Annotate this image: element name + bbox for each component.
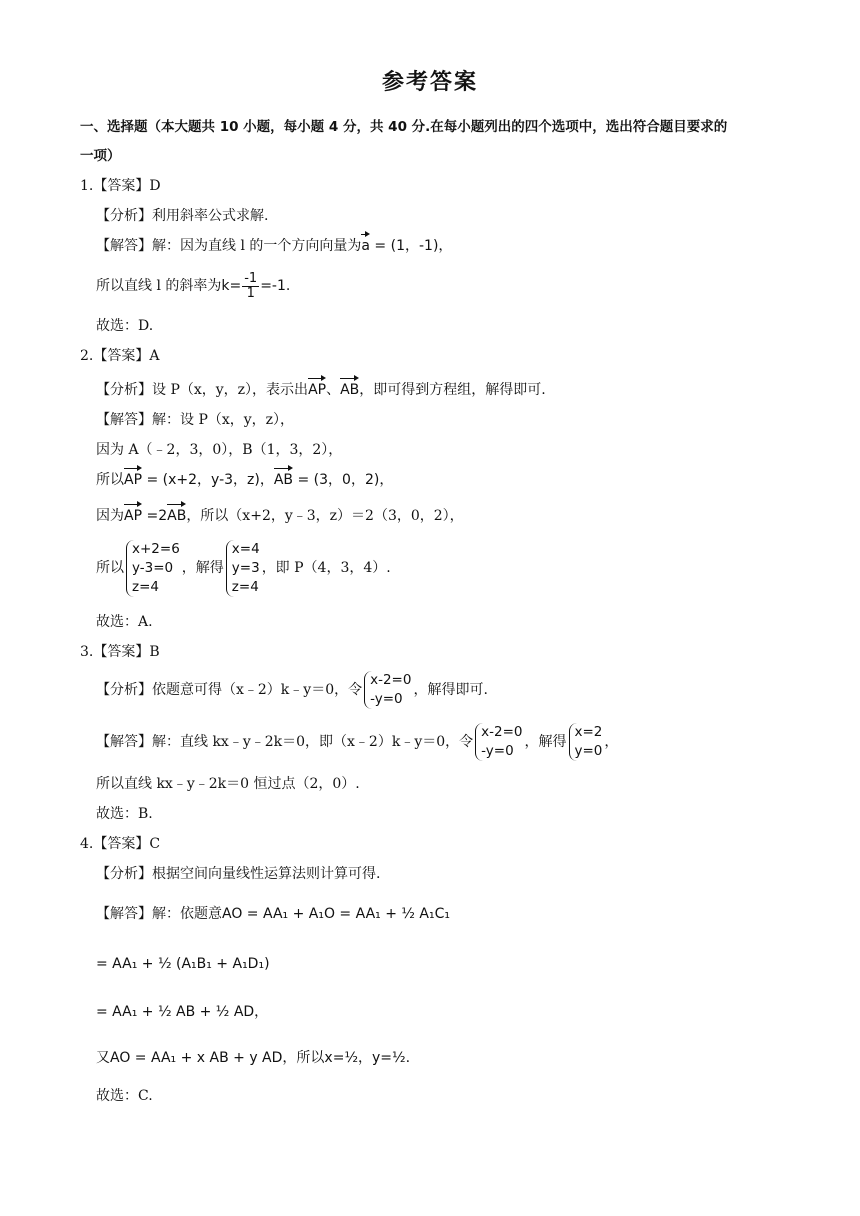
ap-value: = (x+2，y-3，z)，	[142, 472, 274, 488]
q4-analysis: 【分析】根据空间向量线性运算法则计算可得.	[96, 866, 381, 882]
equation-system-3: x-2=0 -y=0	[364, 671, 411, 709]
vector-ab: AB	[273, 472, 294, 488]
q3-analysis-text: 【分析】依题意可得（x﹣2）k﹣y＝0，令	[96, 682, 363, 698]
q2-vectors	[96, 470, 393, 490]
vector-a-value: = (1，-1)，	[369, 238, 453, 254]
q1-slope	[96, 270, 290, 302]
q2-system	[96, 536, 391, 600]
q3-analysis-end: ，解得即可.	[413, 682, 488, 698]
equation-system-5: x=2 y=0	[569, 723, 603, 761]
q1-choose: 故选：D.	[96, 318, 154, 334]
q3-solution	[96, 720, 618, 764]
q4-solution	[96, 896, 450, 932]
because-label: 因为	[96, 508, 124, 524]
q4-equation-line3: = AA₁ + ½ AB + ½ AD，	[96, 1004, 269, 1020]
q3-answer: 3.【答案】B	[80, 644, 160, 660]
q2-analysis-prefix: 【分析】设 P（x，y，z），表示出	[96, 382, 309, 398]
q3-analysis	[96, 668, 488, 712]
q1-slope-fraction	[242, 272, 259, 301]
equation-system-2: x=4 y=3 z=4	[226, 540, 260, 597]
equation-system-4: x-2=0 -y=0	[475, 723, 522, 761]
q3-solution-end: ，	[604, 734, 619, 750]
vector-ap: AP	[308, 382, 327, 398]
q1-slope-k: k=	[221, 278, 242, 294]
q2-equation	[96, 506, 464, 526]
q1-answer: 1.【答案】D	[80, 178, 161, 194]
q2-analysis	[96, 380, 546, 400]
vector-ab: AB	[167, 508, 187, 524]
equation-system-1: x+2=6 y-3=0 z=4	[126, 540, 180, 597]
vector-a: a	[361, 238, 370, 254]
fraction-numerator: -1	[244, 270, 258, 286]
q3-solution-text: 【解答】解：直线 kx﹣y﹣2k＝0，即（x﹣2）k﹣y＝0，令	[96, 734, 474, 750]
vector-ap: AP	[124, 508, 143, 524]
q4-line4-expr: AO = AA₁ + x AB + y AD	[110, 1050, 283, 1066]
y-value: y=½	[372, 1050, 406, 1066]
q3-choose: 故选：B.	[96, 806, 153, 822]
fraction-denominator: 1	[246, 285, 255, 301]
eq-rest: ，所以（x+2，y﹣3，z）＝2（3，0，2），	[186, 508, 464, 524]
separator: 、	[326, 382, 341, 398]
q2-choose: 故选：A.	[96, 614, 153, 630]
q1-solution-prefix: 【解答】解：因为直线 l 的一个方向向量为	[96, 238, 362, 254]
q2-result: ，即 P（4，3，4）.	[261, 560, 391, 576]
q2-points: 因为 A（﹣2，3，0），B（1，3，2），	[96, 442, 343, 458]
so-label: 所以	[96, 472, 124, 488]
section-heading-line1: 一、选择题（本大题共 10 小题，每小题 4 分，共 40 分.在每小题列出的四个选项中，选出符合题目要求的	[80, 119, 728, 135]
page-title: 参考答案	[381, 70, 478, 95]
q2-answer: 2.【答案】A	[80, 348, 160, 364]
q4-equation-line2: = AA₁ + ½ (A₁B₁ + A₁D₁)	[96, 956, 270, 972]
q4-answer: 4.【答案】C	[80, 836, 161, 852]
q4-solution-label: 【解答】解：依题意	[96, 906, 222, 922]
eq-mid: =2	[142, 508, 168, 524]
q2-solution: 【解答】解：设 P（x，y，z），	[96, 412, 295, 428]
q2-analysis-suffix: ，即可得到方程组，解得即可.	[359, 382, 546, 398]
q1-analysis: 【分析】利用斜率公式求解.	[96, 208, 269, 224]
so-label: 所以	[96, 560, 124, 576]
x-value: x=½	[324, 1050, 359, 1066]
solve-label: ，解得	[181, 560, 224, 576]
q4-equation-line1: AO = AA₁ + A₁O = AA₁ + ½ A₁C₁	[222, 906, 450, 922]
q4-equation-line4: 又AO = AA₁ + x AB + y AD，所以x=½，y=½.	[96, 1050, 411, 1066]
q3-conclusion: 所以直线 kx﹣y﹣2k＝0 恒过点（2，0）.	[96, 776, 360, 792]
also-label: 又	[96, 1050, 110, 1066]
ab-value: = (3，0，2)，	[293, 472, 394, 488]
so-label: ，所以	[282, 1050, 325, 1066]
solve-label: ，解得	[524, 734, 567, 750]
q1-solution	[96, 236, 452, 256]
q1-slope-result: =-1.	[260, 278, 291, 294]
vector-ap: AP	[124, 472, 143, 488]
section-heading-line2: 一项）	[80, 148, 121, 164]
q1-slope-prefix: 所以直线 l 的斜率为	[96, 278, 222, 294]
vector-ab: AB	[340, 382, 360, 398]
q4-choose: 故选：C.	[96, 1088, 153, 1104]
